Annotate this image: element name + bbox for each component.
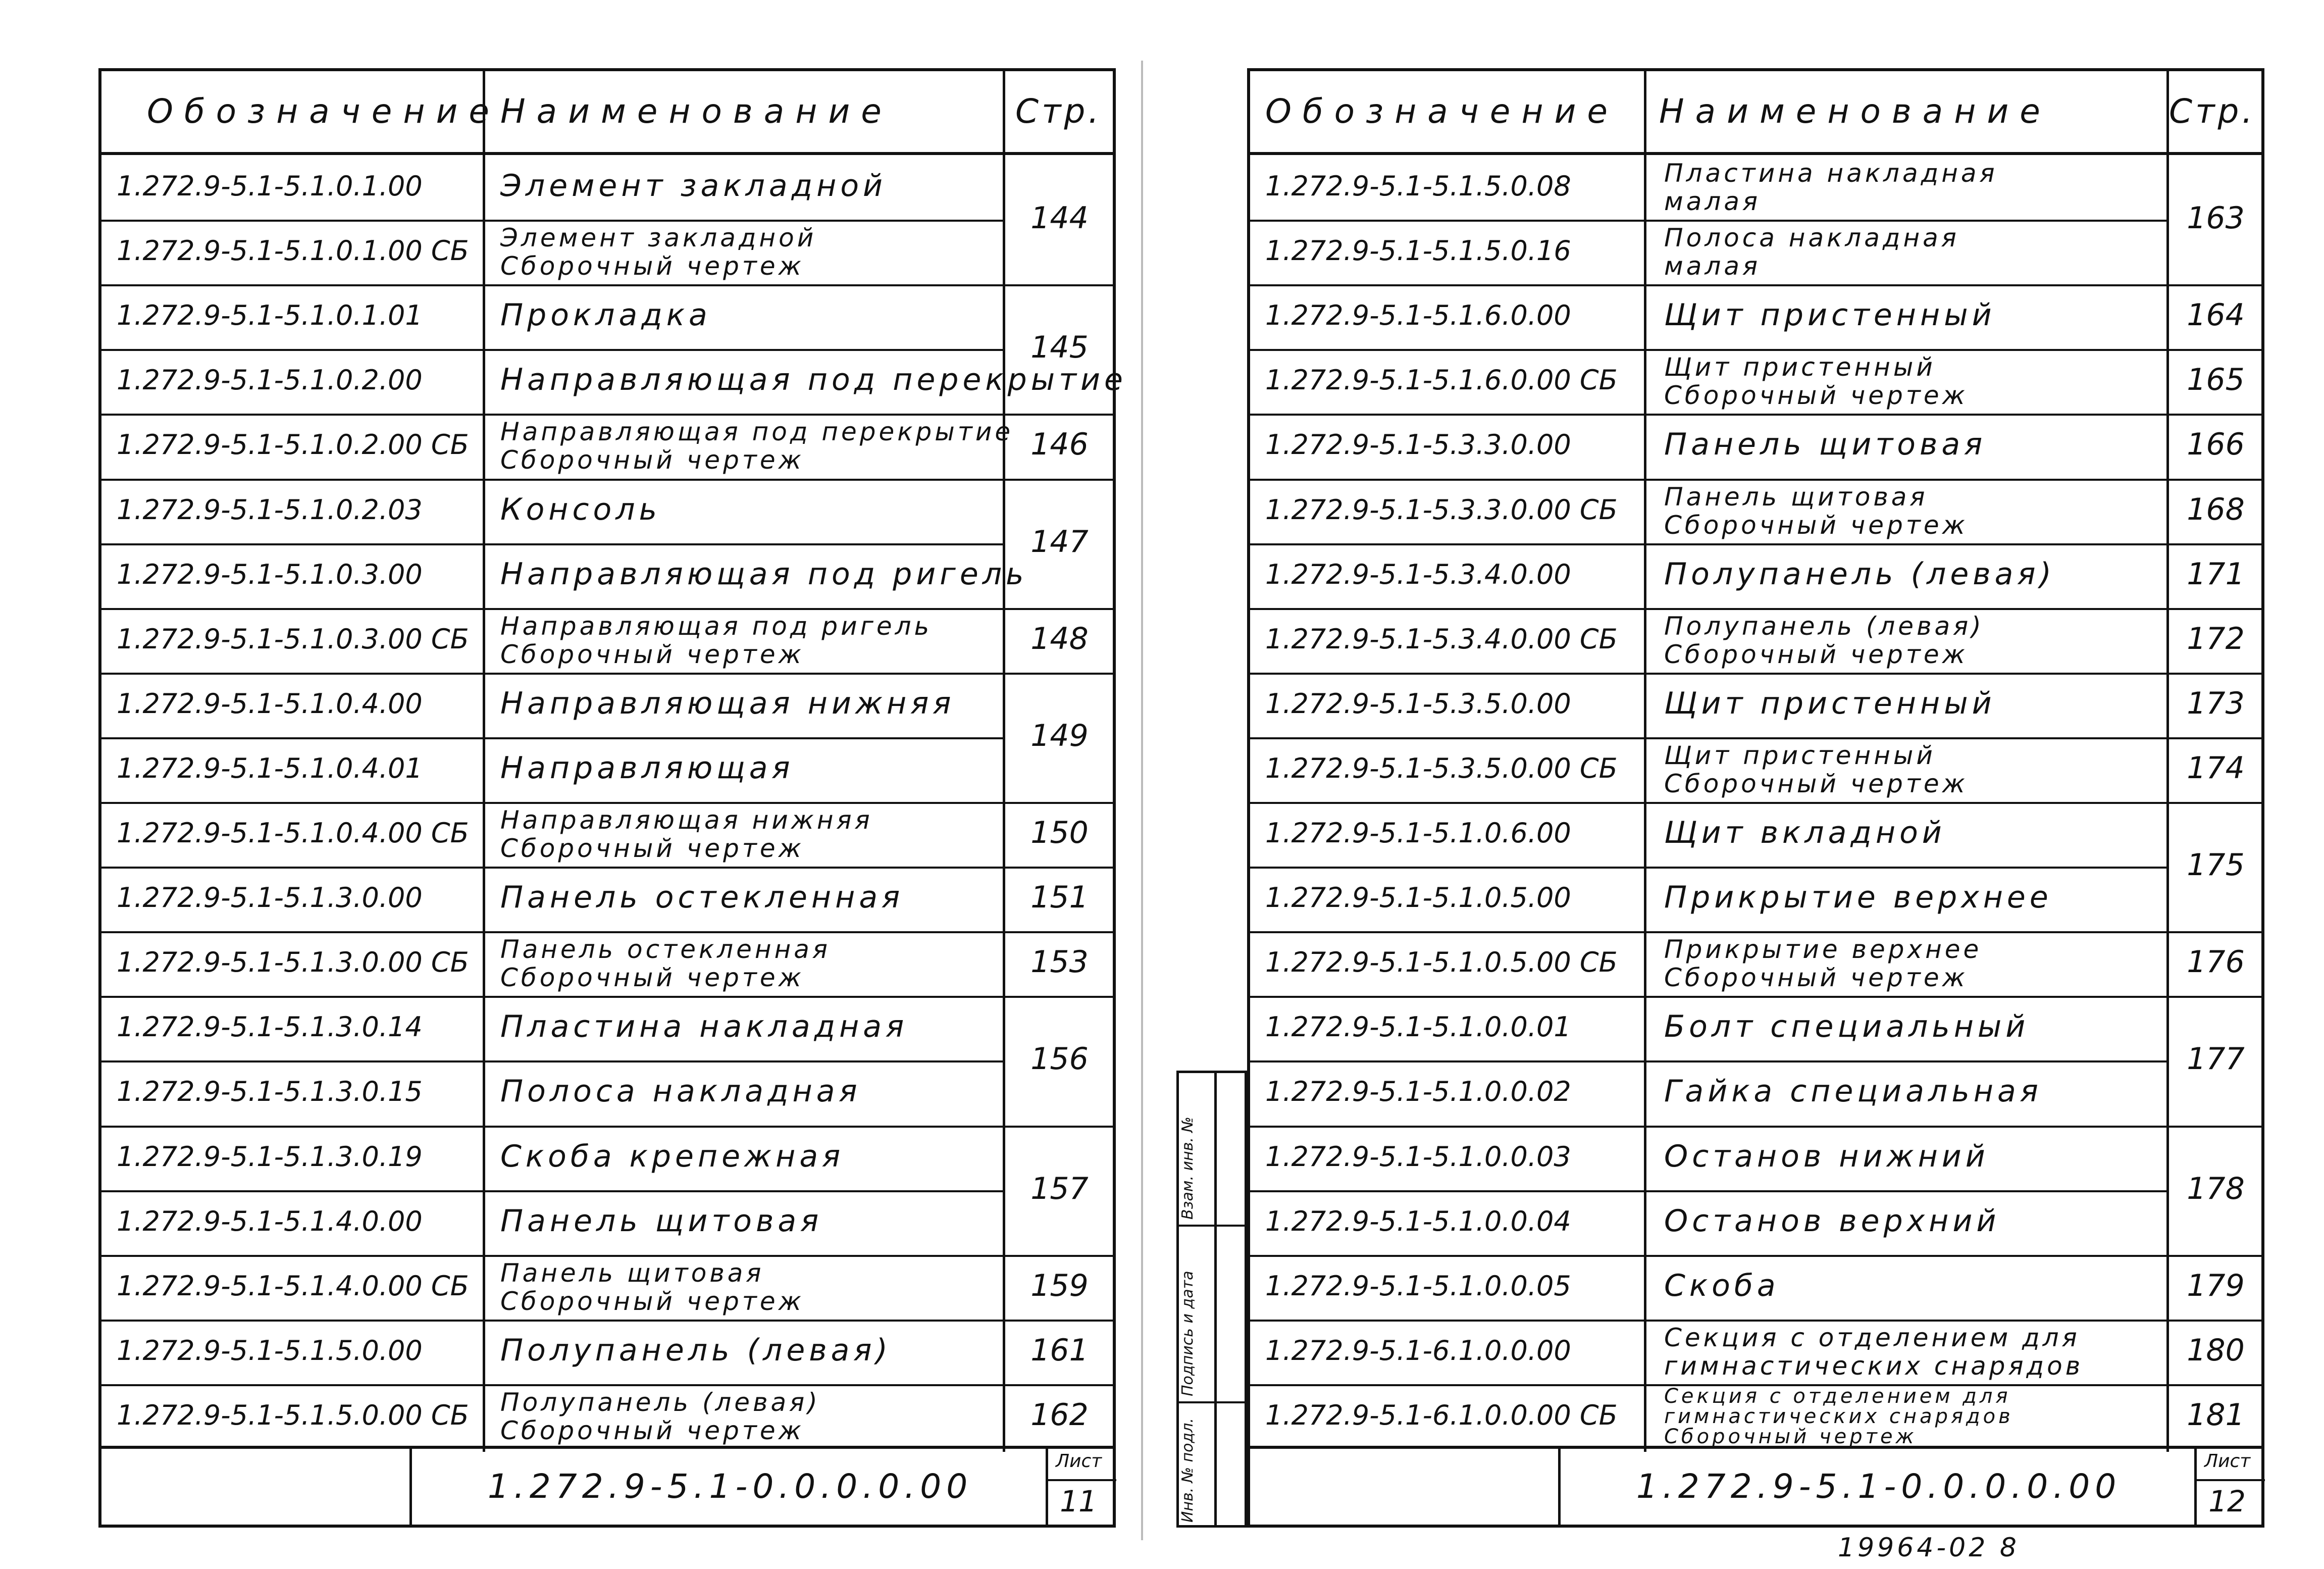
table-row xyxy=(101,1190,1113,1255)
table-row xyxy=(1250,479,2261,543)
binding-center-line xyxy=(1141,61,1143,1540)
table-row xyxy=(101,737,1113,802)
row-page-number: 164 xyxy=(2187,297,2245,333)
row-rule xyxy=(101,867,1005,869)
row-name: Прикрытие верхнее xyxy=(1664,880,2052,916)
sheet-number: 11 xyxy=(1060,1484,1097,1519)
inventory-number: 19964-02 8 xyxy=(1838,1533,2020,1563)
row-page-number: 181 xyxy=(2187,1397,2245,1433)
row-name: Полоса накладная малая xyxy=(1664,223,1959,281)
table-row xyxy=(1250,1126,2261,1190)
row-page-number: 166 xyxy=(2187,427,2245,463)
row-designation: 1.272.9-5.1-5.1.3.0.00 СБ xyxy=(117,946,469,979)
row-rule xyxy=(101,414,1005,416)
table-row xyxy=(1250,802,2261,867)
page-rule xyxy=(2169,1320,2262,1322)
row-designation: 1.272.9-5.1-5.1.0.1.00 xyxy=(117,170,423,203)
row-designation: 1.272.9-5.1-5.3.4.0.00 xyxy=(1265,558,1571,590)
row-page-number: 153 xyxy=(1030,944,1089,980)
table-row xyxy=(101,931,1113,996)
row-rule xyxy=(1250,1384,2169,1386)
row-designation: 1.272.9-5.1-5.3.5.0.00 СБ xyxy=(1265,752,1618,784)
page-rule xyxy=(2169,1255,2262,1257)
sheet-label: Лист xyxy=(2204,1451,2251,1472)
row-name: Панель остекленная Сборочный чертеж xyxy=(500,935,831,993)
page-rule xyxy=(1005,931,1114,933)
row-name: Элемент закладной Сборочный чертеж xyxy=(500,223,817,281)
right-table-header xyxy=(1250,71,2261,155)
header-name: Наименование xyxy=(1659,92,2051,131)
title-block-rule xyxy=(1046,1479,1116,1481)
title-block-divider xyxy=(2194,1449,2197,1525)
table-row xyxy=(101,608,1113,673)
page-rule xyxy=(1005,414,1114,416)
row-designation: 1.272.9-5.1-5.1.0.0.01 xyxy=(1265,1011,1571,1043)
right-title-block xyxy=(1250,1446,2261,1525)
title-block-code: 1.272.9-5.1-0.0.0.0.00 xyxy=(487,1467,973,1506)
row-page-number: 175 xyxy=(2187,847,2245,883)
page-rule xyxy=(1005,608,1114,610)
row-rule xyxy=(101,996,1005,998)
table-row xyxy=(101,673,1113,737)
row-name: Секция с отделением для гимнастических снарядов xyxy=(1664,1323,2084,1381)
table-row xyxy=(101,867,1113,931)
table-row xyxy=(1250,1320,2261,1384)
header-designation: Обозначение xyxy=(1265,92,1619,131)
row-rule xyxy=(1250,414,2169,416)
header-page: Стр. xyxy=(2169,92,2256,131)
row-designation: 1.272.9-5.1-5.1.6.0.00 СБ xyxy=(1265,364,1618,396)
page-rule xyxy=(2169,414,2262,416)
row-page-number: 147 xyxy=(1030,524,1089,560)
row-page-number: 171 xyxy=(2187,556,2245,592)
left-sheet xyxy=(98,68,1127,1528)
row-page-number: 156 xyxy=(1030,1041,1089,1077)
row-rule xyxy=(101,1060,1005,1062)
row-designation: 1.272.9-5.1-5.1.0.4.00 СБ xyxy=(117,817,469,849)
row-name: Щит пристенный Сборочный чертеж xyxy=(1664,740,1968,798)
table-row xyxy=(101,155,1113,220)
left-title-block xyxy=(101,1446,1113,1525)
row-page-number: 151 xyxy=(1030,880,1089,916)
row-designation: 1.272.9-5.1-5.1.0.2.03 xyxy=(117,493,423,526)
row-designation: 1.272.9-5.1-5.1.0.0.02 xyxy=(1265,1076,1571,1108)
row-rule xyxy=(1250,543,2169,545)
row-designation: 1.272.9-5.1-5.1.5.0.16 xyxy=(1265,235,1571,267)
row-rule xyxy=(1250,802,2169,804)
approval-side-strip xyxy=(1176,1071,1247,1528)
table-row xyxy=(1250,931,2261,996)
left-table xyxy=(101,71,1127,1525)
row-page-number: 162 xyxy=(1030,1397,1089,1433)
page-rule xyxy=(1005,479,1114,481)
row-rule xyxy=(1250,867,2169,869)
row-name: Полупанель (левая) Сборочный чертеж xyxy=(1664,611,1984,669)
right-sheet xyxy=(1247,68,2264,1528)
page-rule xyxy=(1005,284,1114,286)
row-designation: 1.272.9-5.1-5.1.4.0.00 xyxy=(117,1205,423,1237)
table-row xyxy=(1250,867,2261,931)
row-name: Направляющая под перекрытие xyxy=(500,362,1127,398)
page-rule xyxy=(2169,996,2262,998)
row-name: Направляющая под ригель Сборочный чертеж xyxy=(500,611,933,669)
row-name: Полупанель (левая) Сборочный чертеж xyxy=(500,1387,820,1445)
column-divider xyxy=(1003,71,1005,1452)
row-page-number: 157 xyxy=(1030,1171,1089,1206)
page-rule xyxy=(2169,349,2262,351)
table-row xyxy=(101,284,1113,349)
page-rule xyxy=(2169,1384,2262,1386)
row-designation: 1.272.9-5.1-5.3.3.0.00 xyxy=(1265,429,1571,461)
table-row xyxy=(1250,543,2261,608)
row-name: Останов верхний xyxy=(1664,1203,2000,1239)
row-designation: 1.272.9-5.1-5.1.0.2.00 xyxy=(117,364,423,396)
row-designation: 1.272.9-5.1-5.3.3.0.00 СБ xyxy=(1265,493,1618,526)
page-rule xyxy=(2169,543,2262,545)
page-rule xyxy=(2169,931,2262,933)
row-rule xyxy=(101,1384,1005,1386)
title-block-divider xyxy=(1046,1449,1048,1525)
table-row xyxy=(101,543,1113,608)
page-rule xyxy=(2169,284,2262,286)
row-page-number: 179 xyxy=(2187,1268,2245,1303)
row-name: Полупанель (левая) xyxy=(1664,556,2055,592)
row-name: Щит пристенный xyxy=(1664,685,1996,721)
row-name: Скоба крепежная xyxy=(500,1138,845,1174)
page-rule xyxy=(1005,1126,1114,1128)
table-row xyxy=(1250,1384,2261,1449)
table-row xyxy=(101,1060,1113,1125)
row-name: Полупанель (левая) xyxy=(500,1332,892,1368)
row-rule xyxy=(1250,1320,2169,1322)
header-name: Наименование xyxy=(500,92,893,131)
table-row xyxy=(1250,414,2261,478)
table-row xyxy=(1250,220,2261,284)
page-rule xyxy=(2169,673,2262,675)
row-designation: 1.272.9-5.1-5.1.0.0.04 xyxy=(1265,1205,1571,1237)
title-block-divider xyxy=(1558,1449,1561,1525)
row-designation: 1.272.9-5.1-5.3.5.0.00 xyxy=(1265,687,1571,720)
table-row xyxy=(1250,1060,2261,1125)
row-name: Элемент закладной xyxy=(500,168,887,204)
table-row xyxy=(1250,673,2261,737)
row-page-number: 180 xyxy=(2187,1332,2245,1368)
row-name: Направляющая под перекрытие Сборочный чертеж xyxy=(500,417,1014,475)
row-name: Скоба xyxy=(1664,1268,1780,1303)
table-row xyxy=(101,1126,1113,1190)
row-rule xyxy=(1250,673,2169,675)
row-designation: 1.272.9-5.1-5.1.5.0.08 xyxy=(1265,170,1571,203)
side-strip-replaced-inv: Взам. инв. № xyxy=(1179,1117,1197,1220)
row-name: Гайка специальная xyxy=(1664,1074,2042,1109)
row-name: Панель щитовая Сборочный чертеж xyxy=(500,1258,804,1316)
row-name: Болт специальный xyxy=(1664,1009,2030,1045)
row-rule xyxy=(101,284,1005,286)
row-name: Секция с отделением для гимнастических снарядов Сборочный чертеж xyxy=(1664,1384,2013,1448)
table-row xyxy=(1250,284,2261,349)
row-designation: 1.272.9-5.1-6.1.0.0.00 СБ xyxy=(1265,1399,1618,1431)
row-designation: 1.272.9-5.1-5.1.3.0.19 xyxy=(117,1140,423,1173)
row-rule xyxy=(1250,608,2169,610)
row-rule xyxy=(101,1320,1005,1322)
row-designation: 1.272.9-5.1-5.1.0.2.00 СБ xyxy=(117,429,469,461)
row-page-number: 172 xyxy=(2187,621,2245,656)
row-designation: 1.272.9-5.1-5.3.4.0.00 СБ xyxy=(1265,623,1618,655)
row-name: Полоса накладная xyxy=(500,1074,861,1109)
row-name: Панель щитовая Сборочный чертеж xyxy=(1664,482,1968,540)
table-row xyxy=(101,802,1113,867)
row-designation: 1.272.9-5.1-5.1.5.0.00 xyxy=(117,1334,423,1366)
row-rule xyxy=(1250,1126,2169,1128)
row-name: Пластина накладная малая xyxy=(1664,159,1998,217)
page-rule xyxy=(1005,1320,1114,1322)
table-row xyxy=(101,996,1113,1060)
row-name: Прокладка xyxy=(500,297,711,333)
side-strip-rule xyxy=(1179,1225,1245,1227)
table-row xyxy=(1250,1255,2261,1320)
row-page-number: 174 xyxy=(2187,750,2245,786)
right-table xyxy=(1250,71,2261,1525)
title-block-code: 1.272.9-5.1-0.0.0.0.00 xyxy=(1636,1467,2122,1506)
row-rule xyxy=(1250,931,2169,933)
row-name: Консоль xyxy=(500,491,661,527)
row-rule xyxy=(101,608,1005,610)
row-rule xyxy=(101,349,1005,351)
row-rule xyxy=(101,737,1005,739)
row-page-number: 177 xyxy=(2187,1041,2245,1077)
table-row xyxy=(1250,996,2261,1060)
row-designation: 1.272.9-5.1-5.1.0.1.00 СБ xyxy=(117,235,469,267)
page-rule xyxy=(1005,1384,1114,1386)
row-page-number: 149 xyxy=(1030,718,1089,753)
row-rule xyxy=(1250,737,2169,739)
page-rule xyxy=(1005,996,1114,998)
row-page-number: 165 xyxy=(2187,362,2245,398)
row-page-number: 146 xyxy=(1030,427,1089,463)
table-row xyxy=(101,1384,1113,1449)
table-row xyxy=(1250,737,2261,802)
row-designation: 1.272.9-5.1-5.1.3.0.15 xyxy=(117,1076,423,1108)
sheet-number: 12 xyxy=(2208,1484,2246,1519)
row-name: Панель остекленная xyxy=(500,880,904,916)
table-row xyxy=(1250,1190,2261,1255)
row-name: Останов нижний xyxy=(1664,1138,1989,1174)
table-row xyxy=(1250,349,2261,414)
row-page-number: 173 xyxy=(2187,685,2245,721)
row-name: Пластина накладная xyxy=(500,1009,908,1045)
table-row xyxy=(101,220,1113,284)
row-name: Панель щитовая xyxy=(500,1203,823,1239)
row-page-number: 150 xyxy=(1030,815,1089,851)
row-designation: 1.272.9-5.1-5.1.3.0.14 xyxy=(117,1011,423,1043)
row-name: Прикрытие верхнее Сборочный чертеж xyxy=(1664,935,1982,993)
page-rule xyxy=(2169,802,2262,804)
row-designation: 1.272.9-5.1-6.1.0.0.00 xyxy=(1265,1334,1571,1366)
row-name: Направляющая под ригель xyxy=(500,556,1028,592)
row-page-number: 159 xyxy=(1030,1268,1089,1303)
table-row xyxy=(101,479,1113,543)
row-page-number: 144 xyxy=(1030,200,1089,236)
row-name: Щит вкладной xyxy=(1664,815,1946,851)
sheet-label: Лист xyxy=(1056,1451,1102,1472)
header-designation: Обозначение xyxy=(147,92,500,131)
page-rule xyxy=(1005,802,1114,804)
row-page-number: 178 xyxy=(2187,1171,2245,1206)
side-strip-divider xyxy=(1214,1073,1217,1525)
row-page-number: 176 xyxy=(2187,944,2245,980)
row-designation: 1.272.9-5.1-5.1.0.3.00 СБ xyxy=(117,623,469,655)
table-row xyxy=(101,1320,1113,1384)
row-designation: 1.272.9-5.1-5.1.0.6.00 xyxy=(1265,817,1571,849)
row-rule xyxy=(1250,349,2169,351)
row-rule xyxy=(101,673,1005,675)
table-row xyxy=(1250,155,2261,220)
page-rule xyxy=(1005,867,1114,869)
page-rule xyxy=(1005,1255,1114,1257)
row-rule xyxy=(101,220,1005,222)
title-block-divider xyxy=(409,1449,412,1525)
row-page-number: 168 xyxy=(2187,491,2245,527)
row-page-number: 163 xyxy=(2187,200,2245,236)
row-name: Панель щитовая xyxy=(1664,427,1987,463)
row-name: Направляющая нижняя xyxy=(500,685,955,721)
row-rule xyxy=(101,931,1005,933)
table-row xyxy=(101,414,1113,478)
title-block-rule xyxy=(2194,1479,2265,1481)
row-designation: 1.272.9-5.1-5.1.0.1.01 xyxy=(117,299,423,332)
row-rule xyxy=(101,1190,1005,1192)
row-designation: 1.272.9-5.1-5.1.4.0.00 СБ xyxy=(117,1270,469,1302)
row-rule xyxy=(101,802,1005,804)
row-page-number: 148 xyxy=(1030,621,1089,656)
row-rule xyxy=(1250,220,2169,222)
row-name: Щит пристенный xyxy=(1664,297,1996,333)
row-designation: 1.272.9-5.1-5.1.0.0.03 xyxy=(1265,1140,1571,1173)
row-designation: 1.272.9-5.1-5.1.6.0.00 xyxy=(1265,299,1571,332)
row-designation: 1.272.9-5.1-5.1.3.0.00 xyxy=(117,882,423,914)
side-strip-signature-date: Подпись и дата xyxy=(1179,1271,1197,1396)
side-strip-original-inv: Инв. № подл. xyxy=(1179,1418,1197,1523)
row-rule xyxy=(1250,284,2169,286)
row-rule xyxy=(101,1255,1005,1257)
row-name: Направляющая нижняя Сборочный чертеж xyxy=(500,805,873,864)
row-rule xyxy=(1250,479,2169,481)
row-designation: 1.272.9-5.1-5.1.0.3.00 xyxy=(117,558,423,590)
page-rule xyxy=(1005,673,1114,675)
left-table-header xyxy=(101,71,1113,155)
column-divider xyxy=(1644,71,1646,1452)
page-rule xyxy=(2169,737,2262,739)
side-strip-rule xyxy=(1179,1401,1245,1403)
row-name: Направляющая xyxy=(500,750,794,786)
column-divider xyxy=(2166,71,2169,1452)
page-rule xyxy=(2169,608,2262,610)
row-designation: 1.272.9-5.1-5.1.5.0.00 СБ xyxy=(117,1399,469,1431)
row-designation: 1.272.9-5.1-5.1.0.5.00 СБ xyxy=(1265,946,1618,979)
row-designation: 1.272.9-5.1-5.1.0.5.00 xyxy=(1265,882,1571,914)
page-rule xyxy=(2169,479,2262,481)
table-row xyxy=(1250,608,2261,673)
table-row xyxy=(101,349,1127,414)
row-page-number: 145 xyxy=(1030,330,1089,366)
row-rule xyxy=(101,479,1005,481)
header-page: Стр. xyxy=(1015,92,1102,131)
row-rule xyxy=(1250,1255,2169,1257)
row-designation: 1.272.9-5.1-5.1.0.4.00 xyxy=(117,687,423,720)
row-designation: 1.272.9-5.1-5.1.0.4.01 xyxy=(117,752,423,784)
row-rule xyxy=(101,543,1005,545)
row-name: Щит пристенный Сборочный чертеж xyxy=(1664,352,1968,411)
row-rule xyxy=(1250,996,2169,998)
page-rule xyxy=(2169,1126,2262,1128)
row-page-number: 161 xyxy=(1030,1332,1089,1368)
row-rule xyxy=(1250,1190,2169,1192)
row-rule xyxy=(1250,1060,2169,1062)
row-designation: 1.272.9-5.1-5.1.0.0.05 xyxy=(1265,1270,1571,1302)
table-row xyxy=(101,1255,1113,1320)
column-divider xyxy=(483,71,485,1452)
row-rule xyxy=(101,1126,1005,1128)
